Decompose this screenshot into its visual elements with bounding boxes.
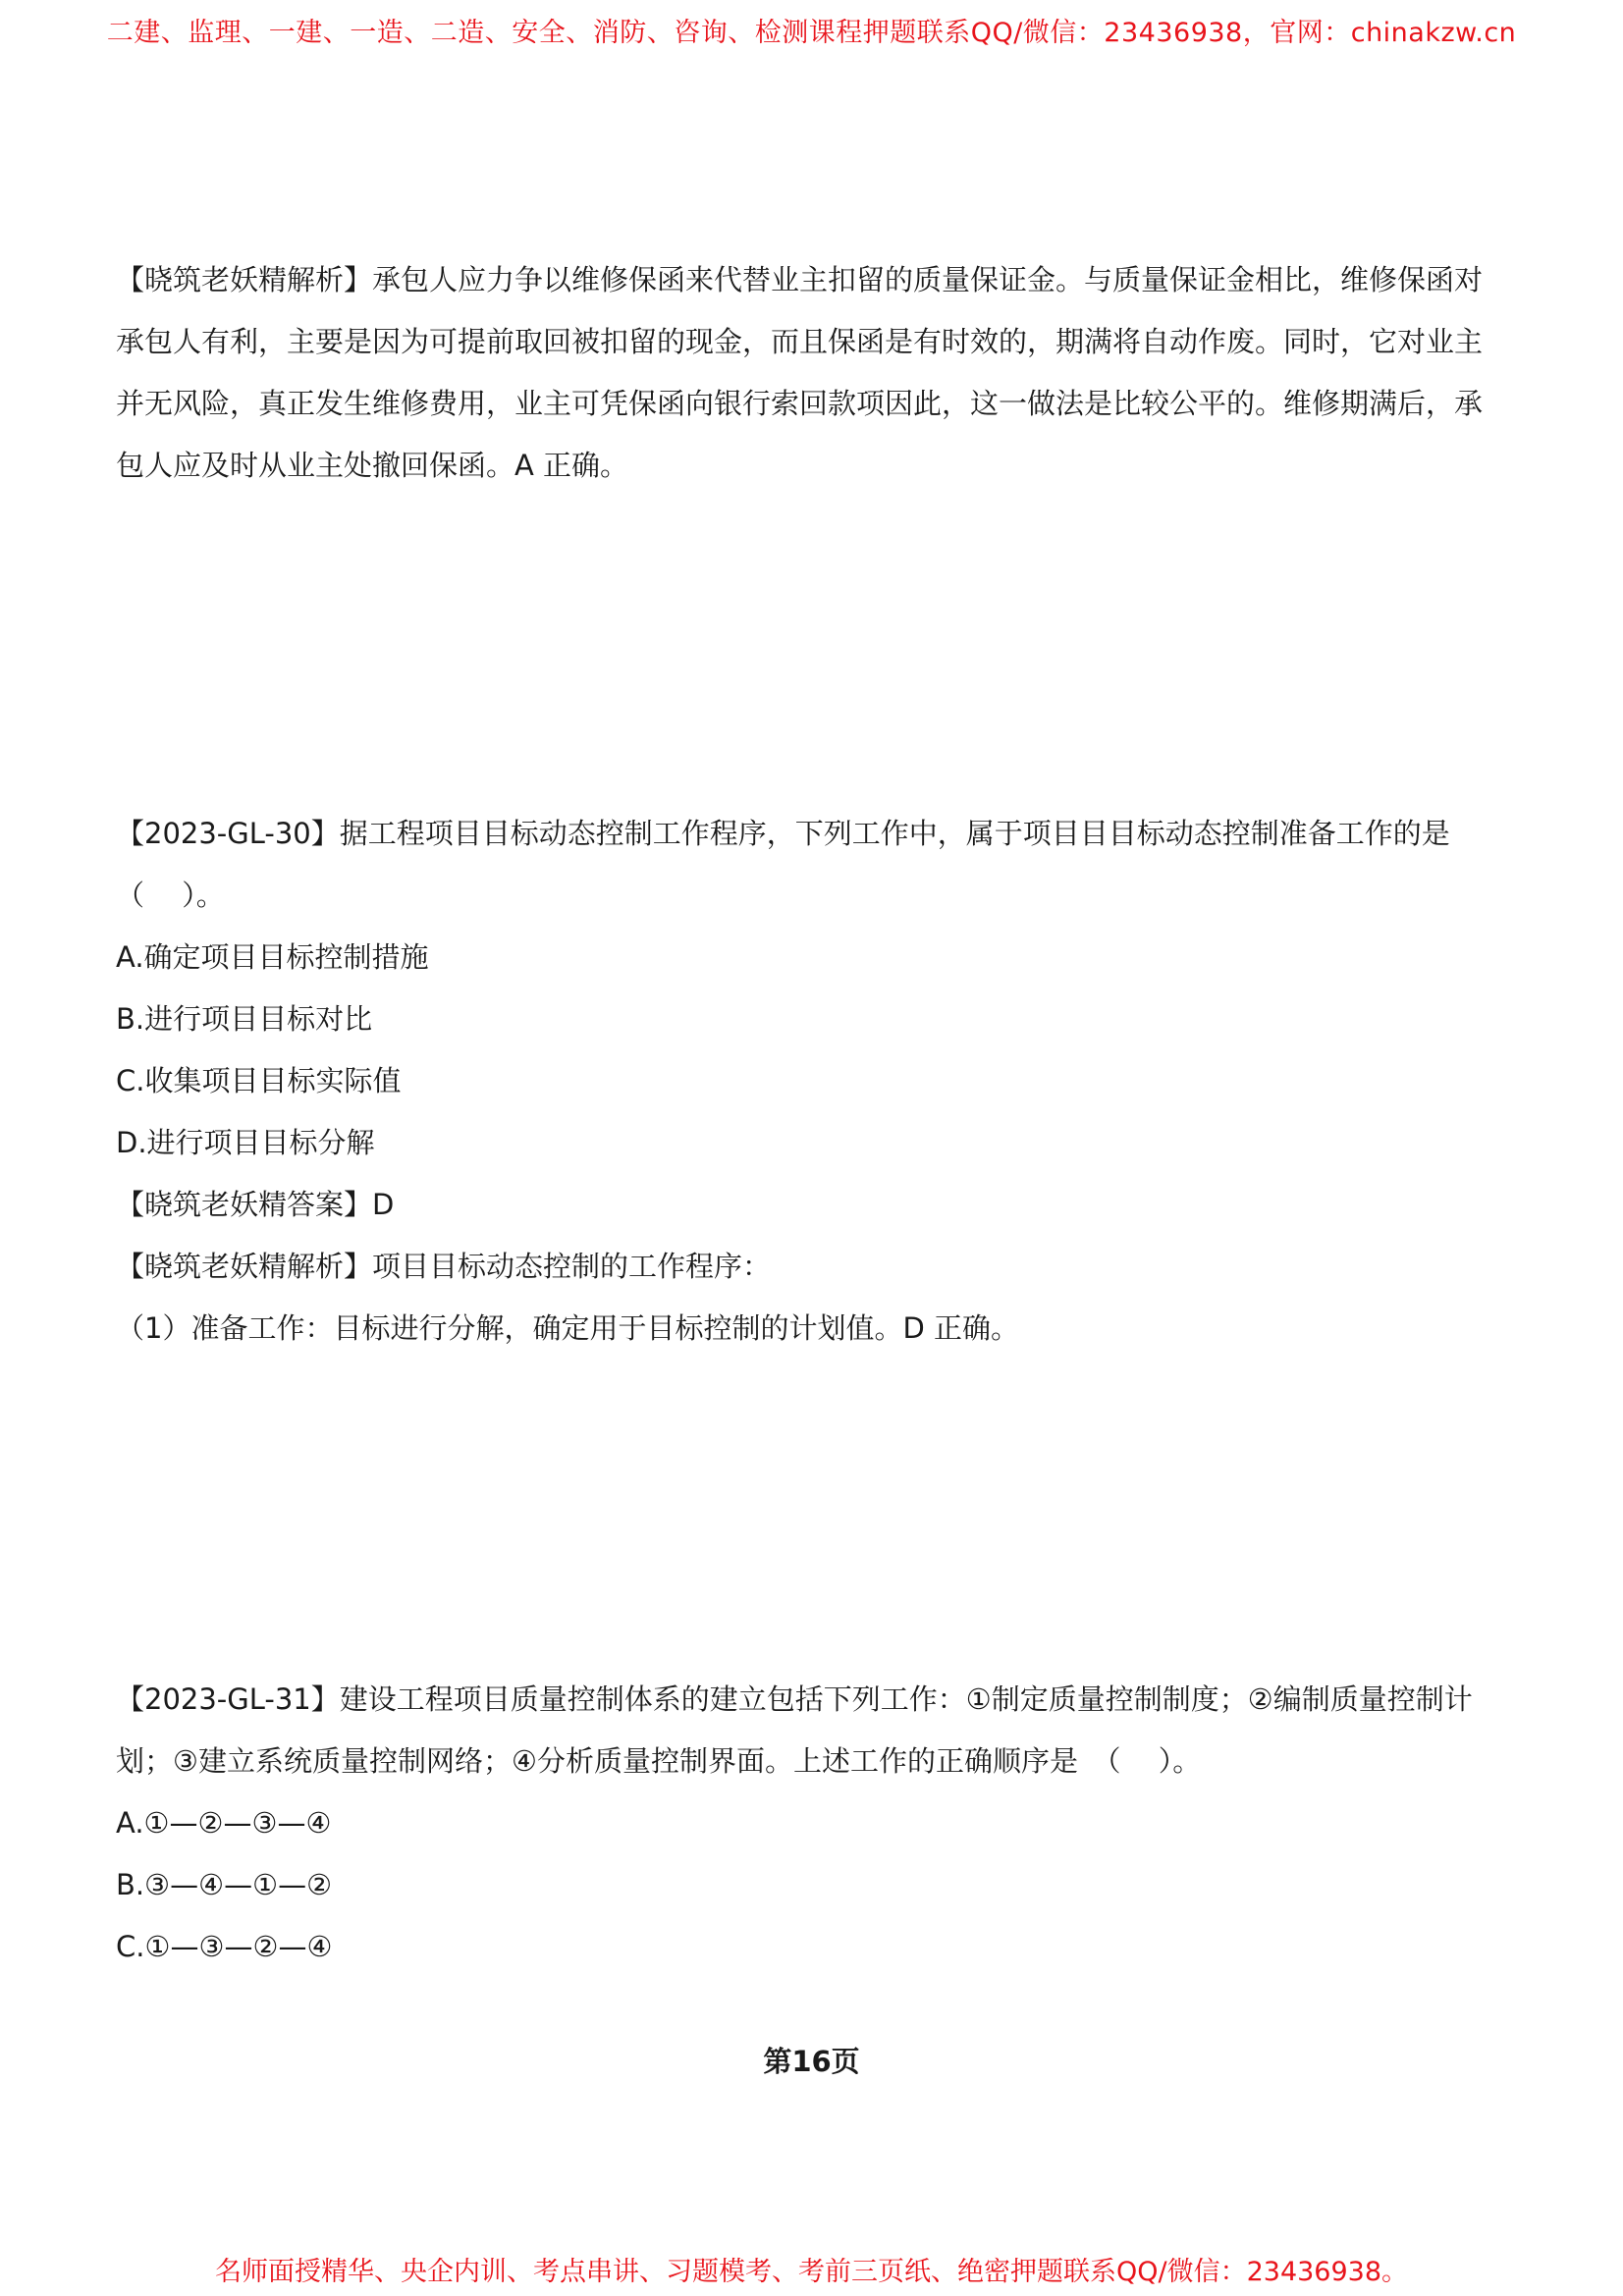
option-a: A.确定项目目标控制措施 xyxy=(116,940,429,974)
previous-question-explanation xyxy=(116,249,1510,497)
page-number: 第16页 xyxy=(763,2045,860,2078)
option-c: C.收集项目目标实际值 xyxy=(116,1064,402,1097)
option-d: D.进行项目目标分解 xyxy=(116,1126,375,1159)
header-contact-banner: 二建、监理、一建、一造、二造、安全、消防、咨询、检测课程押题联系QQ/微信：23436938，官网：chinakzw.cn xyxy=(106,18,1517,48)
explanation-line: 【晓筑老妖精解析】承包人应力争以维修保函来代替业主扣留的质量保证金。与质量保证金相比，维修保函对 xyxy=(116,263,1484,296)
option-c: C.①—③—②—④ xyxy=(116,1930,333,1963)
answer-line: 【晓筑老妖精答案】D xyxy=(116,1188,395,1221)
question-stem: （ ）。 xyxy=(116,879,225,912)
question-stem: 【2023-GL-31】建设工程项目质量控制体系的建立包括下列工作：①制定质量控制制度；②编制质量控制计 xyxy=(116,1682,1473,1716)
question-2023-gl-30 xyxy=(116,803,1510,1360)
explanation-line: （1）准备工作：目标进行分解，确定用于目标控制的计划值。D 正确。 xyxy=(116,1311,1020,1345)
explanation-line: 承包人有利，主要是因为可提前取回被扣留的现金，而且保函是有时效的，期满将自动作废。同时，它对业主 xyxy=(116,325,1484,358)
question-stem: 划；③建立系统质量控制网络；④分析质量控制界面。上述工作的正确顺序是 （ ）。 xyxy=(116,1744,1202,1778)
option-a: A.①—②—③—④ xyxy=(116,1806,332,1840)
option-b: B.③—④—①—② xyxy=(116,1868,333,1901)
explanation-line: 并无风险，真正发生维修费用，业主可凭保函向银行索回款项因此，这一做法是比较公平的。维修期满后，承 xyxy=(116,387,1484,420)
question-2023-gl-31 xyxy=(116,1669,1510,1978)
explanation-line: 包人应及时从业主处撤回保函。A 正确。 xyxy=(116,449,629,482)
question-stem: 【2023-GL-30】据工程项目目标动态控制工作程序，下列工作中，属于项目目目标动态控制准备工作的是 xyxy=(116,817,1450,850)
footer-contact-banner: 名师面授精华、央企内训、考点串讲、习题模考、考前三页纸、绝密押题联系QQ/微信：23436938。 xyxy=(214,2257,1409,2287)
explanation-line: 【晓筑老妖精解析】项目目标动态控制的工作程序： xyxy=(116,1250,772,1283)
option-b: B.进行项目目标对比 xyxy=(116,1002,373,1036)
